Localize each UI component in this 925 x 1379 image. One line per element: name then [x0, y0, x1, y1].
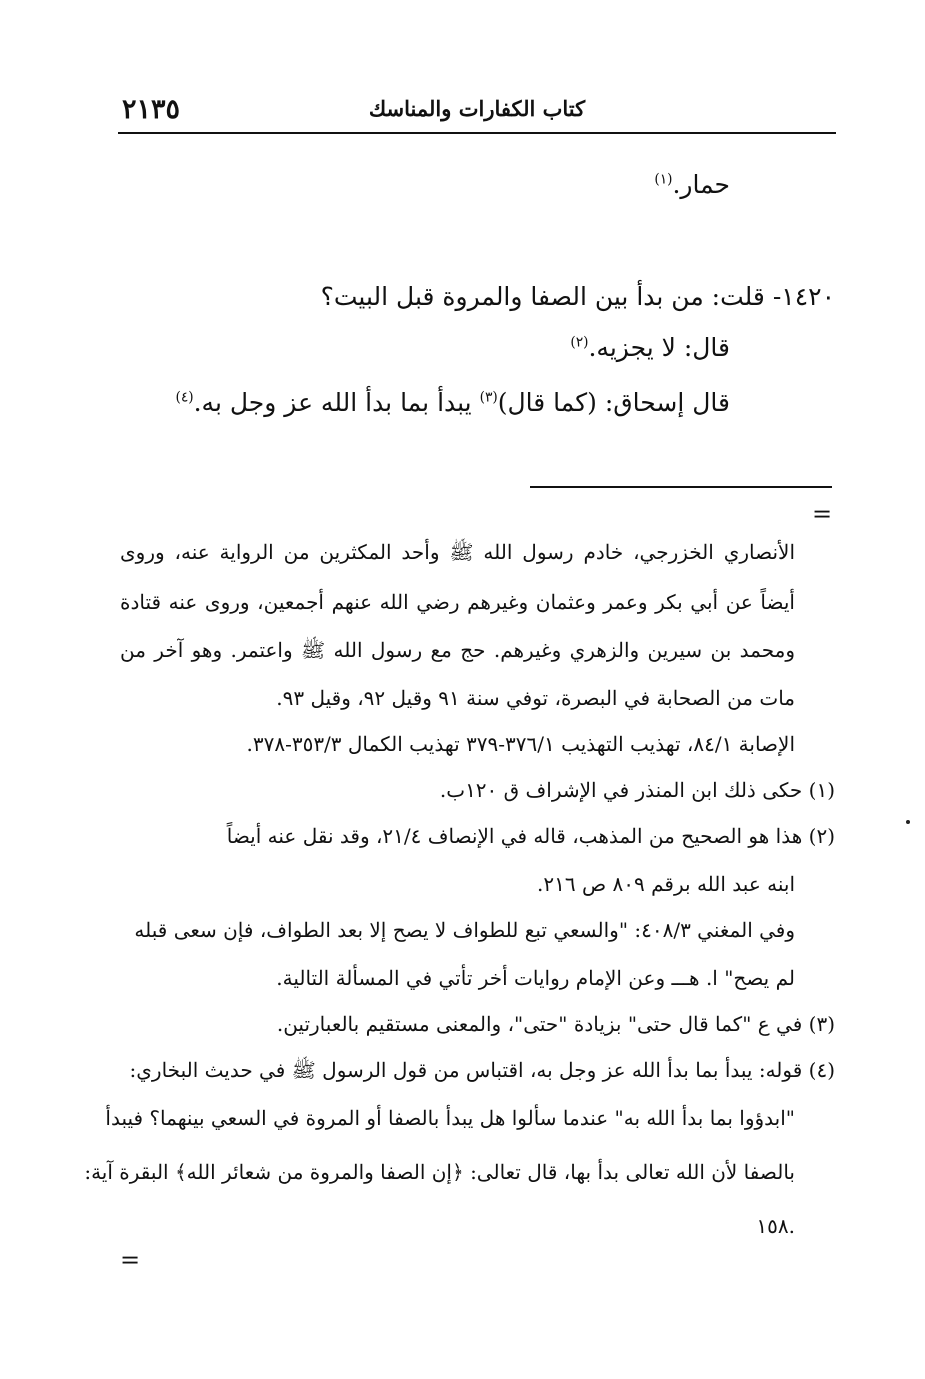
footnote-continuation-line: مات من الصحابة في البصرة، توفي سنة ٩١ وقيل ٩٢، وقيل ٩٣.: [276, 686, 795, 710]
answer-line: [570, 333, 730, 362]
question-line: ١٤٢٠- قلت: من بدأ بين الصفا والمروة قبل البيت؟: [320, 282, 835, 311]
ishaq-text-end: يبدأ بما بدأ الله عز وجل به.: [193, 388, 480, 417]
footnote-continuation-line: أيضاً عن أبي بكر وعمر وعثمان وغيرهم رضي الله عنهم أجمعين، وروى عنه قتادة: [120, 590, 795, 614]
footnote-2-quote-cont: لم يصح" ا. هـــ وعن الإمام روايات أخر تأتي في المسألة التالية.: [276, 966, 795, 990]
footnote-4-cont: بالصفا لأن الله تعالى بدأ بها، قال تعالى: ﴿إن الصفا والمروة من شعائر الله﴾ البقرة آية:: [84, 1160, 795, 1184]
footnote-separator: [530, 486, 832, 488]
footnote-ref-2: (٢): [570, 334, 589, 351]
answer-text: قال: لا يجزيه.: [588, 333, 730, 362]
book-title: كتاب الكفارات والمناسك: [368, 96, 586, 121]
footnote-ref-3: (٣): [479, 389, 498, 406]
carryover-text: حمار.: [672, 170, 730, 199]
page-number: ٢١٣٥: [122, 94, 181, 125]
ishaq-text-start: قال إسحاق: (كما قال): [497, 388, 730, 417]
footnote-references: الإصابة ٨٤/١، تهذيب التهذيب ٣٧٦/١-٣٧٩ تهذيب الكمال ٣٥٣/٣-٣٧٨.: [246, 732, 795, 756]
footnote-1: (١) حكى ذلك ابن المنذر في الإشراف ق ١٢٠ب.: [439, 778, 835, 802]
footnote-2: (٢) هذا هو الصحيح من المذهب، قاله في الإنصاف ٢١/٤، وقد نقل عنه أيضاً: [226, 824, 835, 848]
footnote-2-cont: ابنه عبد الله برقم ٨٠٩ ص ٢١٦.: [537, 872, 795, 896]
ishaq-line: [175, 388, 730, 417]
scan-speck: [906, 820, 910, 824]
footnote-continuation-line: الأنصاري الخزرجي، خادم رسول الله ﷺ وأحد المكثرين من الرواية عنه، وروى: [120, 540, 795, 564]
running-header: [118, 92, 836, 134]
footnote-4: (٤) قوله: يبدأ بما بدأ الله عز وجل به، اقتباس من قول الرسول ﷺ في حديث البخاري:: [129, 1058, 835, 1082]
footnote-3: (٣) في ع "كما قال حتى" بزيادة "حتى"، والمعنى مستقيم بالعبارتين.: [276, 1012, 835, 1036]
carryover-line: [654, 170, 730, 199]
footnote-4-cont: .١٥٨: [756, 1214, 795, 1238]
footnote-2-quote: وفي المغني ٤٠٨/٣: "والسعي تبع للطواف لا يصح إلا بعد الطواف، فإن سعى قبله: [134, 918, 795, 942]
footnote-ref-4: (٤): [175, 389, 194, 406]
footnote-ref-1: (١): [654, 171, 673, 188]
continuation-mark-top: =: [812, 500, 833, 528]
footnote-4-cont: "ابدؤوا بما بدأ الله به" عندما سألوا هل يبدأ بالصفا أو المروة في السعي بينهما؟ فيبدأ: [105, 1106, 795, 1130]
footnote-continuation-line: ومحمد بن سيرين والزهري وغيرهم. حج مع رسول الله ﷺ واعتمر. وهو آخر من: [120, 638, 795, 662]
continuation-mark-bottom: =: [120, 1246, 141, 1274]
